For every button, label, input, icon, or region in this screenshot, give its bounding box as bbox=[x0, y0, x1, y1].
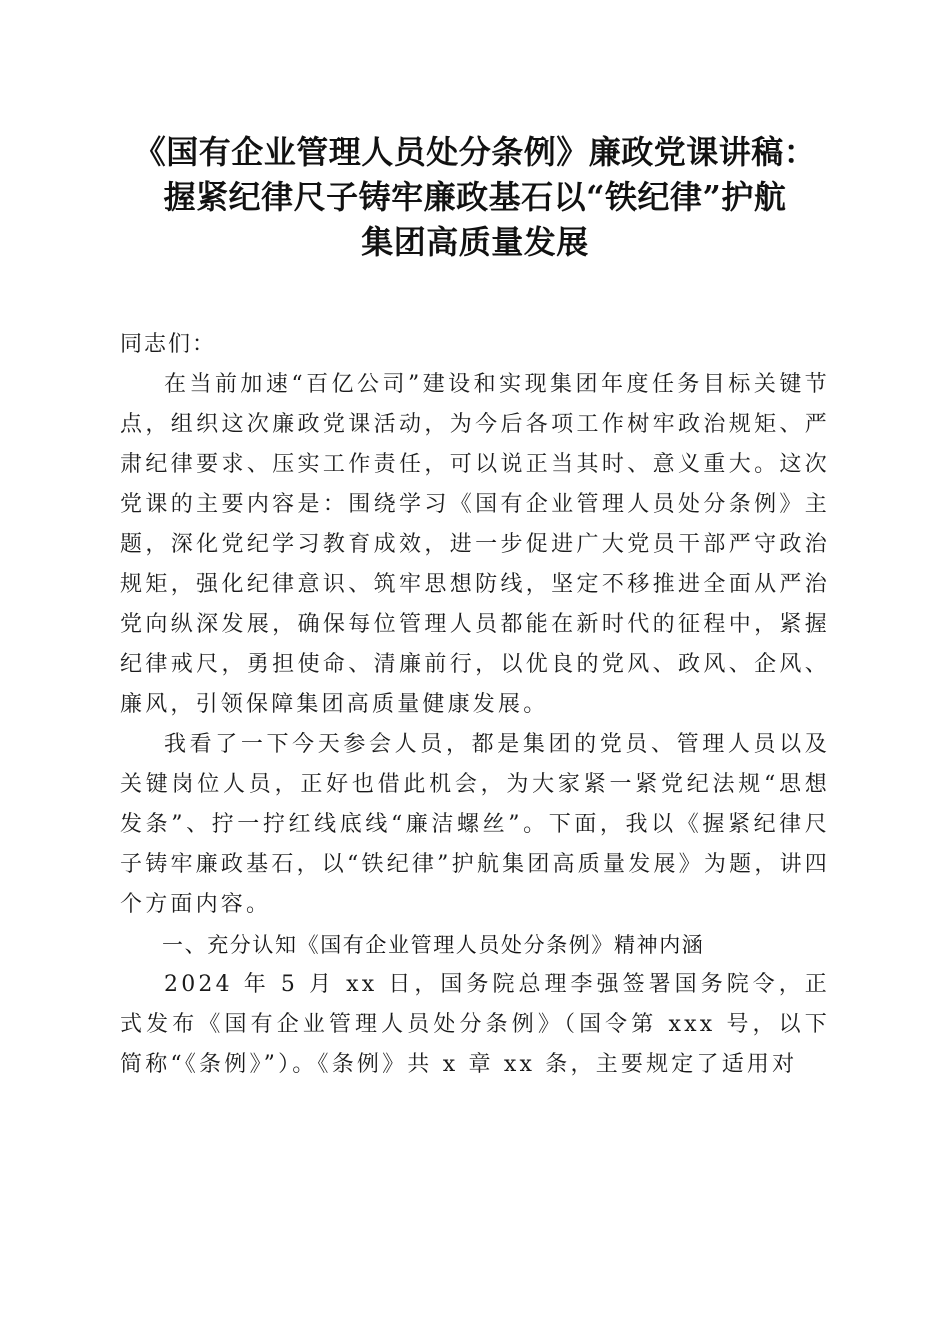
section-paragraph-1: 2024 年 5 月 xx 日，国务院总理李强签署国务院令，正式发布《国有企业管理人员处分条例》（国令第 xxx 号，以下简称“《条例》”）。《条例》共 x 章 xx 条，主要规定了适用对 bbox=[120, 972, 830, 1077]
salutation: 同志们： bbox=[120, 332, 217, 357]
title-line-3: 集团高质量发展 bbox=[361, 223, 589, 261]
title-line-2: 握紧纪律尺子铸牢廉政基石以“铁纪律”护航 bbox=[163, 178, 787, 216]
body-paragraph-1: 在当前加速“百亿公司”建设和实现集团年度任务目标关键节点，组织这次廉政党课活动，为今后各项工作树牢政治规矩、严肃纪律要求、压实工作责任，可以说正当其时、意义重大。这次党课的主要内容是：围绕学习《国有企业管理人员处分条例》主题，深化党纪学习教育成效，进一步促进广大党员干部严守政治规矩，强化纪律意识、筑牢思想防线，坚定不移推进全面从严治党向纵深发展，确保每位管理人员都能在新时代的征程中，紧握纪律戒尺，勇担使命、清廉前行，以优良的党风、政风、企风、廉风，引领保障集团高质量健康发展。 bbox=[120, 372, 830, 717]
document-title bbox=[100, 130, 850, 265]
section-heading-1: 一、充分认知《国有企业管理人员处分条例》精神内涵 bbox=[162, 933, 705, 957]
body-paragraph-2: 我看了一下今天参会人员，都是集团的党员、管理人员以及关键岗位人员，正好也借此机会，为大家紧一紧党纪法规“思想发条”、拧一拧红线底线“廉洁螺丝”。下面，我以《握紧纪律尺子铸牢廉政基石，以“铁纪律”护航集团高质量发展》为题，讲四个方面内容。 bbox=[120, 732, 830, 917]
document-body bbox=[120, 325, 830, 1085]
title-line-1: 《国有企业管理人员处分条例》廉政党课讲稿： bbox=[133, 133, 817, 171]
